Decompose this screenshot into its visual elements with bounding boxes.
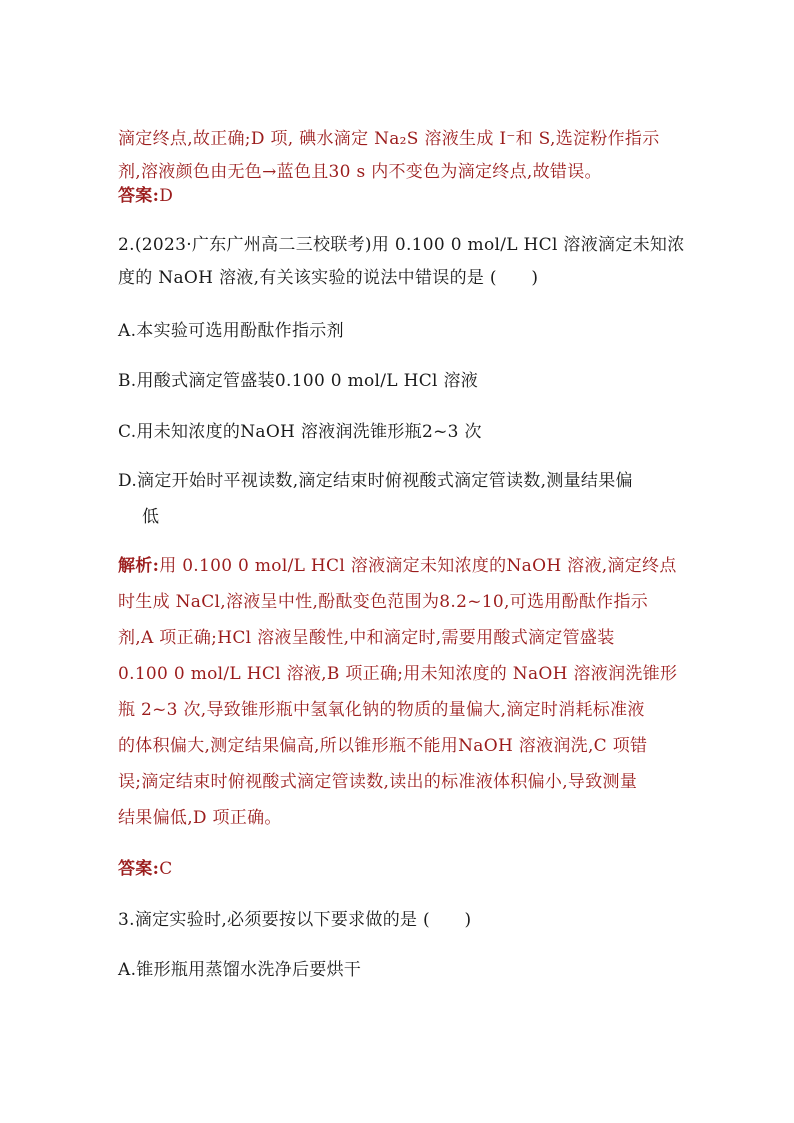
analysis2-line-5: 瓶 2~3 次,导致锥形瓶中氢氧化钠的物质的量偏大,滴定时消耗标准液 [118, 700, 645, 720]
answer-label: 答案: [118, 859, 160, 879]
analysis2-line-6: 的体积偏大,测定结果偏高,所以锥形瓶不能用NaOH 溶液润洗,C 项错 [118, 736, 648, 756]
answer-2 [118, 857, 173, 881]
analysis1-line-1: 滴定终点,故正确;D 项, 碘水滴定 Na₂S 溶液生成 I⁻和 S,选淀粉作指示 [118, 129, 660, 149]
answer-1 [118, 184, 173, 208]
analysis2-line-7: 误;滴定结束时俯视酸式滴定管读数,读出的标准液体积偏小,导致测量 [118, 772, 638, 792]
question2-line-1: 2.(2023·广东广州高二三校联考)用 0.100 0 mol/L HCl 溶液滴定未知浓 [118, 235, 685, 255]
analysis2-line-4: 0.100 0 mol/L HCl 溶液,B 项正确;用未知浓度的 NaOH 溶液润洗锥形 [118, 664, 678, 684]
question3-option-a: A.锥形瓶用蒸馏水洗净后要烘干 [118, 960, 362, 980]
analysis2-line-2: 时生成 NaCl,溶液呈中性,酚酞变色范围为8.2~10,可选用酚酞作指示 [118, 592, 649, 612]
analysis2-line-1 [118, 554, 677, 578]
question2-option-d-line-2: 低 [142, 507, 160, 527]
question2-line-2: 度的 NaOH 溶液,有关该实验的说法中错误的是 ( ) [118, 268, 539, 288]
analysis2-line-8: 结果偏低,D 项正确。 [118, 808, 282, 828]
analysis2-line-3: 剂,A 项正确;HCl 溶液呈酸性,中和滴定时,需要用酸式滴定管盛装 [118, 628, 615, 648]
question2-option-d-line-1: D.滴定开始时平视读数,滴定结束时俯视酸式滴定管读数,测量结果偏 [118, 471, 633, 491]
question3-line-1: 3.滴定实验时,必须要按以下要求做的是 ( ) [118, 910, 472, 930]
answer-label: 答案: [118, 186, 160, 206]
answer-value: C [159, 859, 173, 879]
question2-option-c: C.用未知浓度的NaOH 溶液润洗锥形瓶2~3 次 [118, 422, 482, 442]
analysis2-line-1-text: 用 0.100 0 mol/L HCl 溶液滴定未知浓度的NaOH 溶液,滴定终点 [159, 556, 677, 576]
answer-value: D [159, 186, 174, 206]
question2-option-a: A.本实验可选用酚酞作指示剂 [118, 321, 344, 341]
analysis1-line-2: 剂,溶液颜色由无色→蓝色且30 s 内不变色为滴定终点,故错误。 [118, 162, 602, 182]
question2-option-b: B.用酸式滴定管盛装0.100 0 mol/L HCl 溶液 [118, 371, 479, 391]
analysis-label: 解析: [118, 556, 160, 576]
